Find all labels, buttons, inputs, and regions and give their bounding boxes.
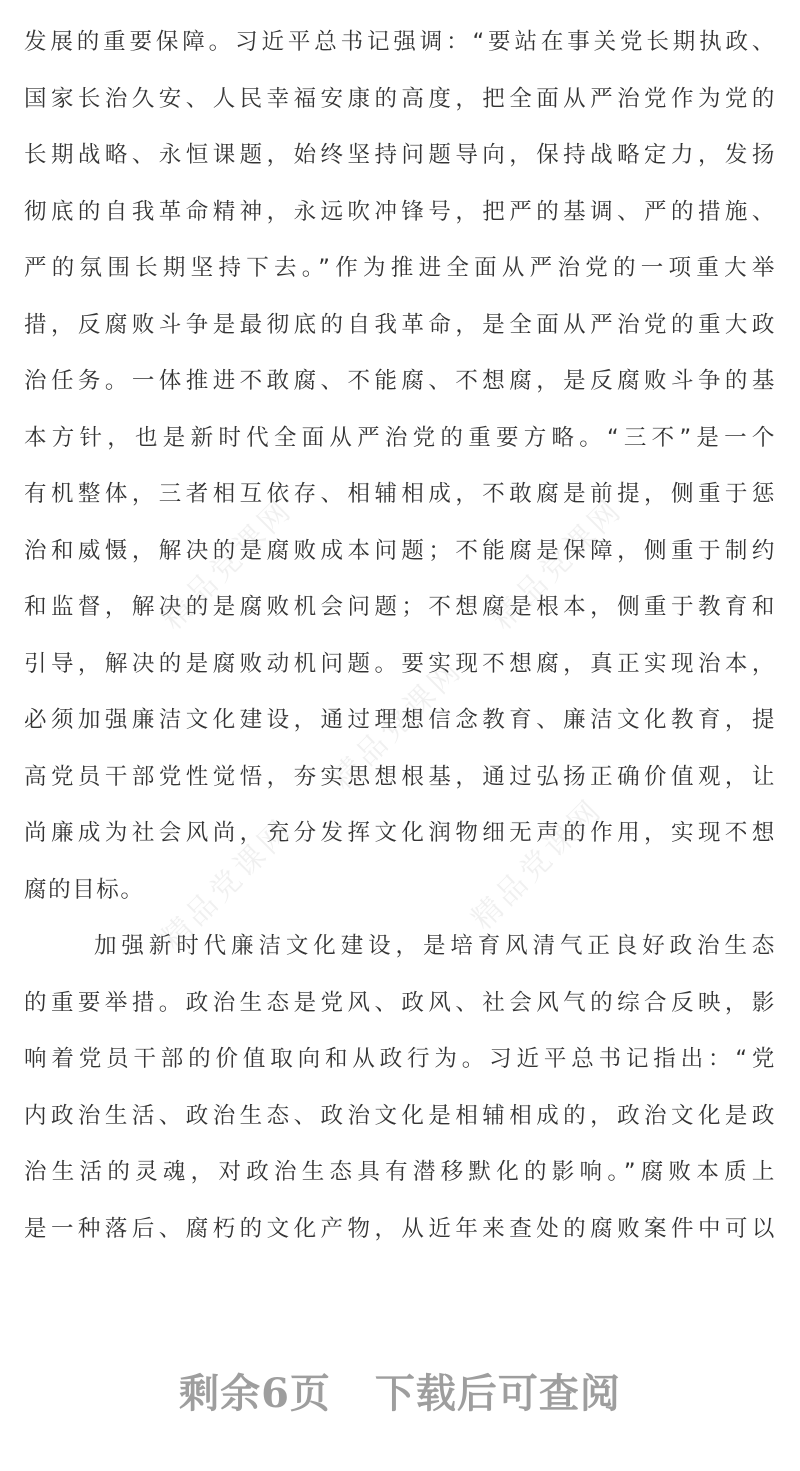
text-line: 响着党员干部的价值取向和从政行为。习近平总书记指出：“党 <box>24 1046 776 1072</box>
text-line: 治任务。一体推进不敢腐、不能腐、不想腐，是反腐败斗争的基 <box>24 368 776 394</box>
download-banner[interactable] <box>0 1362 800 1419</box>
watermark: 精品党课网 <box>464 791 610 937</box>
text-line: 是一种落后、腐朽的文化产物，从近年来查处的腐败案件中可以 <box>24 1215 776 1242</box>
text-line: 严的氛围长期坚持下去。”作为推进全面从严治党的一项重大举 <box>24 255 776 281</box>
text-line: 高党员干部党性觉悟，夯实思想根基，通过弘扬正确价值观，让 <box>24 763 776 790</box>
text-line: 和监督，解决的是腐败机会问题；不想腐是根本，侧重于教育和 <box>24 594 776 620</box>
watermark: 精品党课网 <box>324 651 470 797</box>
text-line: 有机整体，三者相互依存、相辅相成，不敢腐是前提，侧重于惩 <box>24 481 776 507</box>
text-line: 治生活的灵魂，对政治生态具有潜移默化的影响。”腐败本质上 <box>24 1159 776 1185</box>
text-line: 内政治生活、政治生态、政治文化是相辅相成的，政治文化是政 <box>24 1102 776 1129</box>
text-line: 尚廉成为社会风尚，充分发挥文化润物细无声的作用，实现不想 <box>24 820 776 846</box>
watermark: 精品党课网 <box>154 811 300 957</box>
text-line: 治和威慑，解决的是腐败成本问题；不能腐是保障，侧重于制约 <box>24 537 776 564</box>
watermark: 精品党课网 <box>484 491 630 637</box>
paragraph-2 <box>24 918 776 1257</box>
text-line: 引导，解决的是腐败动机问题。要实现不想腐，真正实现治本， <box>24 650 776 677</box>
text-line: 本方针，也是新时代全面从严治党的重要方略。“三不”是一个 <box>24 424 776 451</box>
text-line: 彻底的自我革命精神，永远吹冲锋号，把严的基调、严的措施、 <box>24 198 776 225</box>
download-hint-label[interactable]: 下载后可查阅 <box>374 1370 621 1417</box>
text-line: 加强新时代廉洁文化建设，是培育风清气正良好政治生态 <box>94 933 776 959</box>
text-line: 的重要举措。政治生态是党风、政风、社会风气的综合反映，影 <box>24 989 776 1016</box>
remaining-pages-label[interactable]: 剩余6页 <box>179 1370 331 1417</box>
text-line: 发展的重要保障。习近平总书记强调：“要站在事关党长期执政、 <box>24 29 776 55</box>
text-line: 国家长治久安、人民幸福安康的高度，把全面从严治党作为党的 <box>24 85 776 112</box>
text-line: 腐的目标。 <box>24 876 145 903</box>
document-body <box>24 14 776 1257</box>
text-line: 措，反腐败斗争是最彻底的自我革命，是全面从严治党的重大政 <box>24 311 776 338</box>
text-line: 长期战略、永恒课题，始终坚持问题导向，保持战略定力，发扬 <box>24 142 776 168</box>
text-line: 必须加强廉洁文化建设，通过理想信念教育、廉洁文化教育，提 <box>24 707 776 733</box>
watermark: 精品党课网 <box>154 491 300 637</box>
paragraph-1 <box>24 14 776 918</box>
